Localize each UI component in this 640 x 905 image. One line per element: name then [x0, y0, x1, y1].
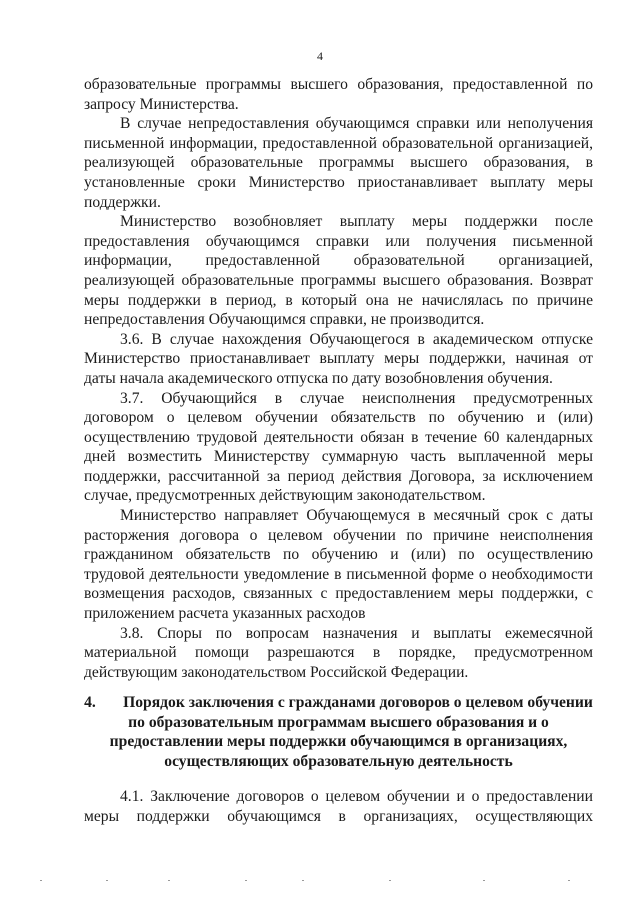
section-4-heading: [84, 693, 593, 771]
scan-speck: [40, 880, 42, 881]
paragraph-nonprovision: В случае непредоставления обучающимся справки или неполучения письменной информации, предоставленной образовательной организацией, реализующей образовательные программы высшего образования, в установленные сроки Министерство приостанавливает выплату меры поддержки.: [84, 115, 593, 211]
scan-speck: [483, 880, 485, 881]
paragraph-4-1: 4.1. Заключение договоров о целевом обучении и о предоставлении меры поддержки обучающимся в организациях, осуществляющих: [84, 788, 593, 825]
scan-speck: [168, 880, 170, 881]
scan-speck: [245, 880, 247, 881]
paragraph-notification: Министерство направляет Обучающемуся в месячный срок с даты расторжения договора о целевом обучении по причине неисполнения гражданином обязательств по обучению и (или) по осуществлению трудовой деятельности уведомление в письменной форме о необходимости возмещения расходов, связанных с предоставлением меры поддержки, с приложением расчета указанных расходов: [84, 507, 593, 623]
scan-speck: [302, 880, 304, 881]
scan-speck: [568, 880, 570, 881]
paragraph-3-6: 3.6. В случае нахождения Обучающегося в академическом отпуске Министерство приостанавливает выплату меры поддержки, начиная от даты начала академического отпуска по дату возобновления обучения.: [84, 330, 593, 387]
scan-artifacts: [40, 880, 600, 884]
paragraph-3-8: 3.8. Споры по вопросам назначения и выплаты ежемесячной материальной помощи разрешаются в порядке, предусмотренном действующим законодательством Российской Федерации.: [84, 624, 593, 681]
paragraph-3-7: 3.7. Обучающийся в случае неисполнения предусмотренных договором о целевом обучении обязательств по обучению и (или) осуществлению трудовой деятельности обязан в течение 60 календарных дней возместить Министерству суммарную часть выплаченной меры поддержки, рассчитанной за период действия Договора, за исключением случае, предусмотренных действующим законодательством.: [84, 389, 593, 505]
paragraph-continuation: образовательные программы высшего образования, предоставленной по запросу Министерства.: [84, 76, 593, 113]
section-number: 4.: [84, 694, 96, 711]
paragraph-resumption: Министерство возобновляет выплату меры поддержки после предоставления обучающимся справки или получения письменной информации, предоставленной образовательной организацией, реализующей образовательные программы высшего образования. Возврат меры поддержки в период, в который она не начислялась по причине непредоставления Обучающимся справки, не производится.: [84, 213, 593, 329]
scan-speck: [389, 880, 391, 881]
document-body: [84, 75, 593, 682]
scan-speck: [106, 880, 108, 881]
section-title: Порядок заключения с гражданами договоров о целевом обучении по образовательным программам высшего образования и о предоставлении меры поддержки обучающимся в организациях, осуществляющих образовательную деятельность: [109, 694, 593, 770]
page-number: 4: [317, 49, 323, 63]
